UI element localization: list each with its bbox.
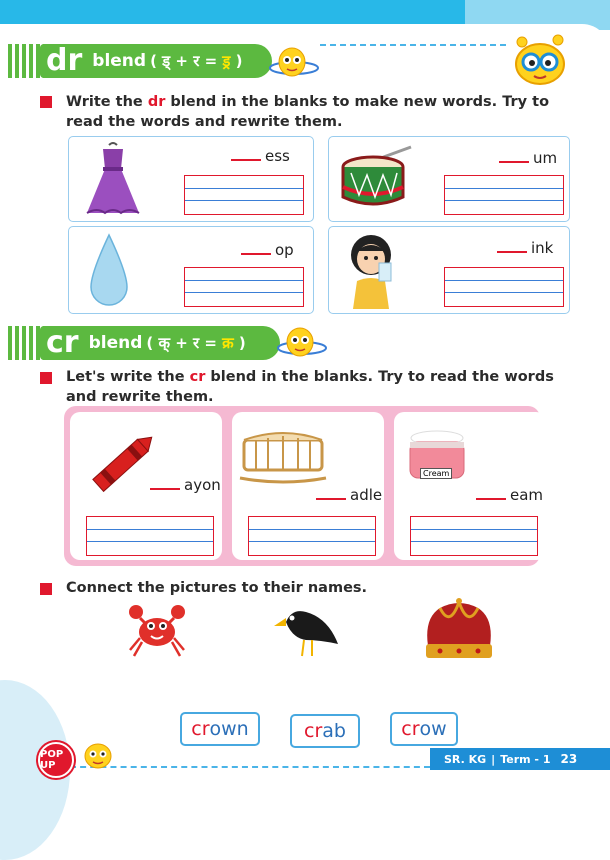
dress-icon [83, 141, 143, 217]
dr-hindi-result: ड्र [222, 52, 231, 70]
dr-instr-prefix: Write the [66, 94, 148, 110]
dr-card-dress [68, 136, 314, 222]
footer-mascot-icon [82, 736, 114, 770]
cr-card-cradle [232, 412, 384, 560]
dr-instr-highlight: dr [147, 94, 166, 110]
footer-dashed-line [70, 766, 430, 768]
instruction-bullet [40, 96, 52, 108]
small-mascot-icon [276, 322, 328, 362]
footer-bar [430, 748, 610, 770]
word-blend: cr [401, 718, 420, 740]
cr-title-big: cr [46, 325, 79, 360]
blank-suffix: ayon [184, 476, 221, 494]
cr-hindi-open: ( क् + र = [146, 334, 223, 352]
word-box-crow[interactable] [390, 712, 458, 746]
writing-box[interactable] [248, 516, 376, 556]
dr-blank-drop [241, 241, 294, 259]
cr-instr-prefix: Let's write the [66, 369, 190, 385]
cr-instr-highlight: cr [189, 369, 206, 385]
cr-blank-crayon [150, 476, 221, 494]
dr-title-big: dr [46, 43, 83, 78]
word-blend: cr [191, 718, 210, 740]
dr-instr-suffix: blend in the blanks to make new words. Try to read the words and rewrite them. [66, 94, 550, 130]
writing-box[interactable] [444, 267, 564, 307]
word-box-crown[interactable] [180, 712, 260, 746]
blank-suffix: adle [350, 486, 383, 504]
crab-icon[interactable] [126, 598, 188, 660]
writing-box[interactable] [410, 516, 538, 556]
dr-card-drink [328, 226, 570, 314]
drum-icon [337, 143, 415, 213]
word-blend: cr [304, 720, 323, 742]
word-rest: ow [419, 718, 447, 740]
mascot-icon [508, 34, 572, 86]
drop-icon [87, 233, 131, 309]
cream-jar-label: Cream [420, 468, 452, 479]
instruction-bullet [40, 583, 52, 595]
footer-term: Term - 1 [500, 752, 551, 766]
cr-activity-panel [64, 406, 544, 566]
cr-blank-cream [476, 486, 543, 504]
writing-box[interactable] [444, 175, 564, 215]
page-number: 23 [560, 752, 578, 766]
crown-icon[interactable] [420, 598, 498, 668]
writing-box[interactable] [184, 175, 304, 215]
cr-hindi-close: ) [233, 334, 246, 352]
dr-title-blend: blend [92, 51, 147, 71]
dr-title-hindi [150, 51, 242, 71]
word-rest: own [209, 718, 249, 740]
small-mascot-icon [268, 42, 320, 82]
dr-hindi-open: ( ड् + र = [150, 52, 223, 70]
cr-title-hindi [146, 333, 245, 353]
crow-icon[interactable] [272, 600, 344, 662]
dr-blank-drink [497, 239, 553, 257]
cr-section-title [40, 326, 280, 360]
cr-instruction [66, 367, 556, 407]
word-box-crab[interactable] [290, 714, 360, 748]
dr-hindi-close: ) [230, 52, 243, 70]
dr-blank-drum [499, 149, 557, 167]
blank-suffix: eam [510, 486, 544, 504]
cr-hindi-result: क्र [222, 334, 234, 352]
cr-card-cream [394, 412, 546, 560]
title-dashed-line [320, 44, 506, 46]
writing-box[interactable] [86, 516, 214, 556]
cr-title-blend: blend [88, 333, 143, 353]
dr-card-drum [328, 136, 570, 222]
word-rest: ab [322, 720, 346, 742]
blank-suffix: ess [265, 147, 290, 165]
dr-blank-dress [231, 147, 290, 165]
popup-logo: POP UP [38, 742, 74, 778]
cr-instr-suffix: blend in the blanks. Try to read the words and rewrite them. [66, 369, 554, 405]
footer-class: SR. KG [444, 752, 487, 766]
dr-card-drop [68, 226, 314, 314]
footer-separator: | [491, 752, 496, 766]
blank-suffix: op [275, 241, 294, 259]
dr-section-title [40, 44, 272, 78]
cradle-icon [238, 422, 328, 484]
blank-suffix: ink [531, 239, 554, 257]
instruction-bullet [40, 372, 52, 384]
dr-instruction [66, 92, 566, 132]
cr-card-crayon [70, 412, 222, 560]
connect-instruction: Connect the pictures to their names. [66, 580, 368, 596]
blank-suffix: um [533, 149, 558, 167]
writing-box[interactable] [184, 267, 304, 307]
drink-icon [341, 229, 409, 309]
cr-blank-cradle [316, 486, 382, 504]
